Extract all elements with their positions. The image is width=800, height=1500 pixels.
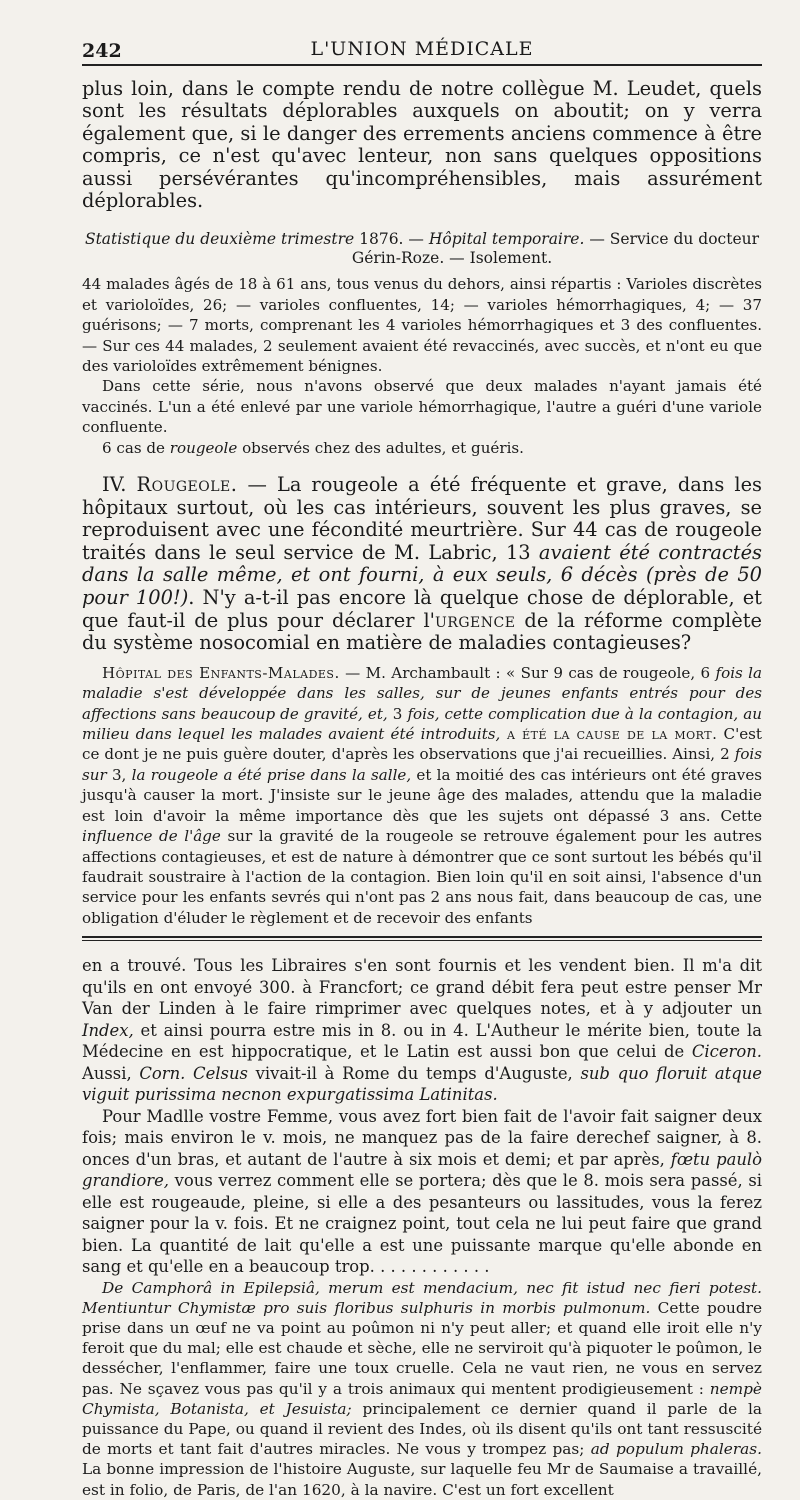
feuilleton-divider xyxy=(82,936,762,941)
stats-paragraph-2: Dans cette série, nous n'avons observé que deux malades n'ayant jamais été vaccinés. L'un a été enlevé par une variole hémorrhagique, l'autre a guéri d'une variole confluente. xyxy=(82,377,762,437)
running-head xyxy=(82,30,762,66)
intro-paragraph: plus loin, dans le compte rendu de notre collègue M. Leudet, quels sont les résultats déplorables auxquels on aboutit; on y verra également que, si le danger des errements anciens commence à être compris, ce n'est qu'avec lenteur, non sans quelques oppositions aussi persévérantes qu'incompréhensibles, mais assurément déplorables. xyxy=(82,77,762,213)
feuilleton-paragraph-2: Pour Madlle vostre Femme, vous avez fort bien fait de l'avoir fait saigner deux fois; mais environ le v. mois, ne manquez pas de la faire derechef saigner, à 8. onces d'un bras, et autant de l'autre à six mois et demi; et par après, fœtu paulò grandiore, vous verrez comment elle se portera; dès que le 8. mois sera passé, si elle est rougeaude, pleine, si elle a des pesanteurs ou lassitudes, vous la ferez saigner pour la v. fois. Et ne craignez point, tout cela ne lui peut faire que grand bien. La quantité de lait qu'elle a est une puissante marque qu'elle abonde en sang et qu'elle en a beaucoup trop. . . . . . . . . . . . xyxy=(82,1106,763,1277)
rougeole-section: IV. Rougeole. — La rougeole a été fréquente et grave, dans les hôpitaux surtout, où les cas intérieurs, souvent les plus graves, se reproduisent avec une fécondité meurtrière. Sur 44 cas de rougeole traités dans le seul service de M. Labric, 13 avaient été contractés dans la salle même, et ont fourni, à eux seuls, 6 décès (près de 50 pour 100!). N'y a-t-il pas encore là quelque chose de déplorable, et que faut-il de plus pour déclarer l'urgence de la réforme complète du système nosocomial en matière de maladies contagieuses? xyxy=(82,473,762,655)
stats-paragraph-1: 44 malades âgés de 18 à 61 ans, tous venus du dehors, ainsi répartis : Varioles discrètes et varioloïdes, 26; — varioles confluentes, 14; — varioles hémorrhagiques, 4; — 37 guérisons; — 7 morts, comprenant les 4 varioles hémorrhagiques et 3 des confluentes. — Sur ces 44 malades, 2 seulement avaient été revaccinés, avec succès, et n'ont eu que des varioloïdes extrêmement bénignes. xyxy=(82,275,762,376)
stats-paragraph-3: 6 cas de rougeole observés chez des adultes, et guéris. xyxy=(102,438,524,457)
hopital-paragraph: Hôpital des Enfants-Malades. — M. Archambault : « Sur 9 cas de rougeole, 6 fois la maladie s'est développée dans les salles, sur de jeunes enfants entrés pour des affections sans beaucoup de gravité, et, 3 fois, cette complication due à la contagion, au milieu dans lequel les malades avaient été introduits, a été la cause de la mort. C'est ce dont je ne puis guère douter, d'après les observations que j'ai recueillies. Ainsi, 2 fois sur 3, la rougeole a été prise dans la salle, et la moitié des cas intérieurs ont été graves jusqu'à causer la mort. J'insiste sur le jeune âge des malades, attendu que la maladie est loin d'avoir la même importance dès que les sujets ont dépassé 3 ans. Cette influence de l'âge sur la gravité de la rougeole se retrouve également pour les autres affections contagieuses, et est de nature à démontrer que ce sont surtout les bébés qu'il faudrait soustraire à l'action de la contagion. Bien loin qu'il en soit ainsi, l'absence d'un service pour les enfants sevrés qui n'ont pas 2 ans nous fait, dans beaucoup de cas, une obligation d'éluder le règlement et de recevoir des enfants xyxy=(82,663,763,927)
rougeole-heading: Rougeole. xyxy=(136,473,238,497)
statistique-heading: Statistique du deuxième trimestre 1876. — Hôpital temporaire. — Service du docteur Gérin-Roze. — Isolement. xyxy=(84,230,760,268)
journal-title: L'UNION MÉDICALE xyxy=(310,38,534,60)
feuilleton-paragraph-1: en a trouvé. Tous les Libraires s'en sont fournis et les vendent bien. Il m'a dit qu'ils en ont envoyé 300. à Francfort; ce grand débit fera peut estre penser Mr Van der Linden à le faire rimprimer avec quelques notes, et à y adjouter un Index, et ainsi pourra estre mis in 8. ou in 4. L'Autheur le mérite bien, toute la Médecine en est hippocratique, et le Latin est aussi bon que celui de Ciceron. Aussi, Corn. Celsus vivait-il à Rome du temps d'Auguste, sub quo floruit atque viguit purissima necnon expurgatissima Latinitas. xyxy=(82,956,762,1105)
page-number: 242 xyxy=(82,40,122,62)
feuilleton-paragraph-3: De Camphorâ in Epilepsiâ, merum est mendacium, nec fit istud nec fieri potest. Mentiuntur Chymistæ pro suis floribus sulphuris in morbis pulmonum. Cette poudre prise dans un œuf ne va point au poûmon ni n'y peut aller; et quand elle iroit elle n'y feroit que du mal; elle est chaude et sèche, elle ne serviroit qu'à piquoter le poûmon, le dessécher, l'enflammer, faire une toux cruelle. Cela ne vaut rien, ne vous en servez pas. Ne sçavez vous pas qu'il y a trois animaux qui mentent prodigieusement : nempè Chymista, Botanista, et Jesuista; principalement ce dernier quand il parle de la puissance du Pape, ou quand il revient des Indes, où ils disent qu'ils ont tant ressuscité de morts et tant fait d'autres miracles. Ne vous y trompez pas; ad populum phaleras. La bonne impression de l'histoire Auguste, sur laquelle feu Mr de Saumaise a travaillé, est in folio, de Paris, de l'an 1620, à la navire. C'est un fort excellent xyxy=(82,1278,763,1499)
hopital-heading: Hôpital des Enfants-Malades. xyxy=(102,663,340,682)
